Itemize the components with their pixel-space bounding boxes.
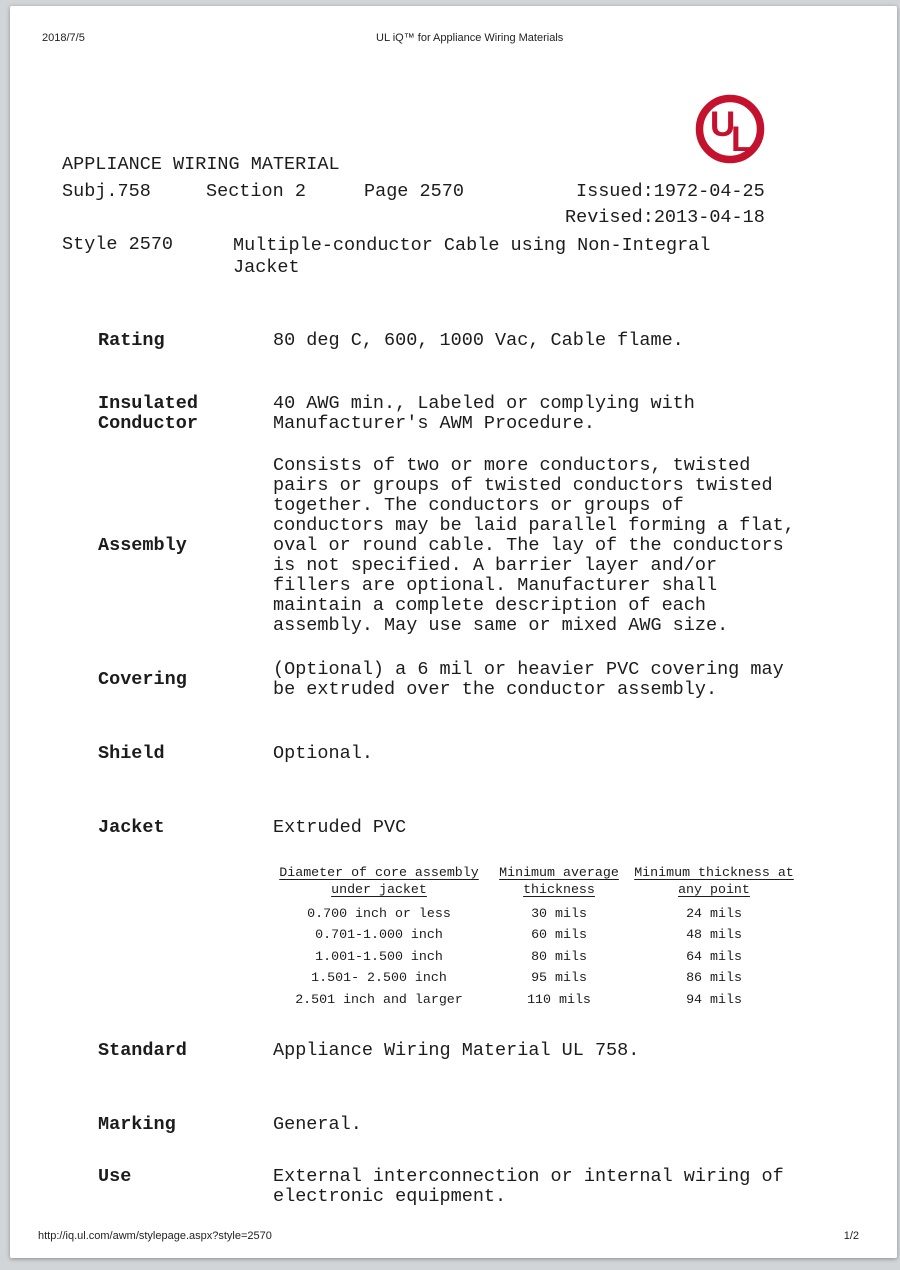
table-cell: 1.501- 2.500 inch (311, 970, 447, 986)
issued-date: Issued:1972-04-25 (576, 181, 765, 202)
table-cell: 64 mils (686, 948, 742, 964)
section-label: Rating (98, 330, 165, 351)
section-label: Marking (98, 1114, 176, 1135)
section-assembly (98, 456, 798, 636)
table-header-line: any point (678, 882, 750, 897)
table-cell: 48 mils (686, 927, 742, 943)
table-cell: 2.501 inch and larger (295, 991, 463, 1007)
section-insulated-conductor (98, 394, 798, 434)
table-cell: 0.701-1.000 inch (315, 927, 443, 943)
section-label: Jacket (98, 817, 165, 838)
section-value: (Optional) a 6 mil or heavier PVC covering may be extruded over the conductor assembly. (273, 659, 784, 700)
subject-number: Subj.758 (62, 181, 151, 202)
section-label: Use (98, 1166, 132, 1187)
section-number: Section 2 (206, 181, 306, 202)
section-covering (98, 660, 798, 700)
page-number: Page 2570 (364, 181, 464, 202)
section-value: 40 AWG min., Labeled or complying with Manufacturer's AWM Procedure. (273, 393, 695, 434)
table-cell: 60 mils (531, 927, 587, 943)
table-header-line: Minimum average (499, 865, 619, 880)
table-cell: 30 mils (531, 906, 587, 921)
print-page-title: UL iQ™ for Appliance Wiring Materials (376, 32, 564, 44)
table-cell: 1.001-1.500 inch (315, 948, 443, 964)
footer-page-indicator: 1/2 (843, 1230, 859, 1242)
table-cell: 80 mils (531, 948, 587, 964)
section-rating (98, 331, 798, 351)
table-cell: 94 mils (686, 991, 742, 1007)
section-value: General. (273, 1114, 362, 1135)
table-header-diameter (269, 864, 489, 898)
table-cell: 24 mils (686, 906, 742, 921)
table-header-line: Minimum thickness at (634, 865, 794, 880)
section-value: Extruded PVC (273, 817, 407, 838)
table-header-line: under jacket (331, 882, 427, 897)
table-cell: 86 mils (686, 970, 742, 986)
section-value: Optional. (273, 743, 373, 764)
section-label: Shield (98, 743, 165, 764)
ul-logo-letter-l: L (731, 120, 753, 159)
section-value: 80 deg C, 600, 1000 Vac, Cable flame. (273, 330, 684, 351)
style-description: Multiple-conductor Cable using Non-Integral Jacket (233, 235, 711, 278)
section-jacket (98, 818, 798, 838)
ul-logo-letter-u: U (710, 105, 736, 144)
section-marking (98, 1115, 798, 1135)
section-value: Appliance Wiring Material UL 758. (273, 1040, 640, 1061)
section-shield (98, 744, 798, 764)
section-label: Assembly (98, 535, 187, 556)
section-standard (98, 1041, 798, 1061)
ul-logo-icon (695, 94, 765, 164)
table-header-line: Diameter of core assembly (279, 865, 479, 880)
section-label: Standard (98, 1040, 187, 1061)
footer-url: http://iq.ul.com/awm/stylepage.aspx?style=2570 (38, 1230, 272, 1242)
table-header-min-average (489, 864, 629, 898)
section-value: External interconnection or internal wiring of electronic equipment. (273, 1166, 784, 1207)
print-date: 2018/7/5 (42, 32, 85, 44)
section-value: Consists of two or more conductors, twisted pairs or groups of twisted conductors twisted together. The conductors or groups of conductors may be laid parallel forming a flat, oval or round cable. The lay of the conductors is not specified. A barrier layer and/or fillers are optional. Manufacturer shall maintain a complete description of each assembly. May use same or mixed AWG size. (273, 455, 795, 636)
table-cell: 0.700 inch or less (307, 906, 451, 921)
jacket-thickness-table (269, 864, 799, 1010)
table-cell: 95 mils (531, 970, 587, 986)
document-title: APPLIANCE WIRING MATERIAL (62, 154, 340, 175)
document-page (10, 6, 897, 1258)
table-header-line: thickness (523, 882, 595, 897)
section-use (98, 1167, 798, 1207)
table-cell: 110 mils (527, 991, 591, 1007)
section-label: Covering (98, 669, 187, 690)
style-number: Style 2570 (62, 234, 174, 255)
revised-date: Revised:2013-04-18 (565, 207, 765, 228)
section-label: Insulated Conductor (98, 393, 198, 434)
table-header-min-any-point (629, 864, 799, 898)
